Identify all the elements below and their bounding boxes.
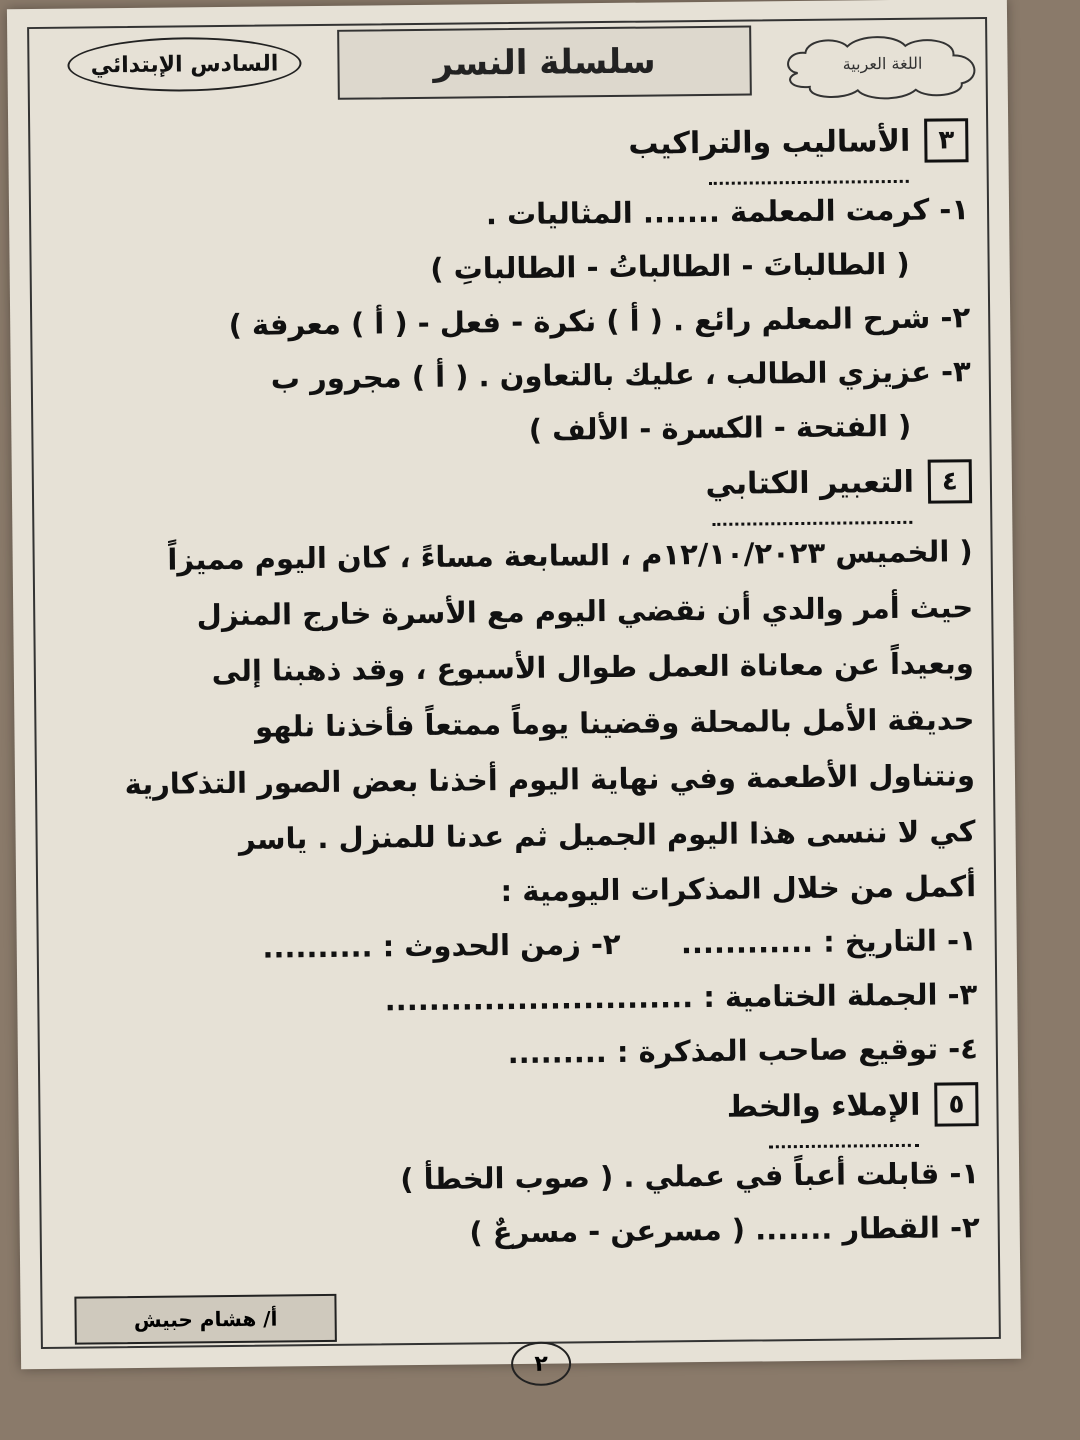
diary-line: ونتناول الأطعمة وفي نهاية اليوم أخذنا بعض الصور التذكارية xyxy=(124,758,976,802)
section-4-question-row-1 xyxy=(56,913,977,977)
subject-label: اللغة العربية xyxy=(842,53,923,74)
section-3-title: الأساليب والتراكيب xyxy=(628,123,911,162)
worksheet-content xyxy=(48,111,980,1264)
section-3-question-3: ٣- عزيزي الطالب ، عليك بالتعاون . ( أ ) مجرور ب xyxy=(270,354,971,396)
section-3-heading xyxy=(48,111,969,179)
section-3-question-3-options: ( الفتحة - الكسرة - الألف ) xyxy=(528,408,912,447)
teacher-name: أ/ هشام حبيش xyxy=(74,1294,336,1345)
section-3-question-2: ٢- شرح المعلم رائع . ( أ ) نكرة - فعل - ( أ ) معرفة ) xyxy=(228,300,971,342)
section-5-heading xyxy=(58,1075,979,1143)
diary-line: وبعيداً عن معاناة العمل طوال الأسبوع ، وقد ذهبنا إلى xyxy=(211,646,974,689)
diary-paragraph xyxy=(52,523,975,869)
section-4-question-2: ٢- زمن الحدوث : .......... xyxy=(262,926,621,965)
diary-line: كي لا ننسى هذا اليوم الجميل ثم عدنا للمنزل . ياسر xyxy=(238,814,976,856)
section-3-question-1-options: ( الطالباتَ - الطالباتُ - الطالباتِ ) xyxy=(430,246,910,286)
section-5-question-2: ٢- القطار ....... ( مسرعن - مسرعٌ ) xyxy=(469,1210,980,1250)
section-3-question-1: ١- كرمت المعلمة ....... المثاليات . xyxy=(485,192,970,232)
diary-line: حيث أمر والدي أن نقضي اليوم مع الأسرة خارج المنزل xyxy=(196,590,974,633)
subject-badge xyxy=(777,31,988,103)
diary-line: ( الخميس ١٢/١٠/٢٠٢٣م ، السابعة مساءً ، كان اليوم مميزاً xyxy=(167,534,973,577)
section-4-question-3: ٣- الجملة الختامية : ............................ xyxy=(384,977,978,1018)
section-5-title: الإملاء والخط xyxy=(726,1087,921,1125)
grade-label: السادس الإبتدائي xyxy=(67,36,302,92)
section-4-heading xyxy=(52,452,973,520)
diary-line: حديقة الأمل بالمحلة وقضينا يوماً ممتعاً فأخذنا نلهو xyxy=(254,702,975,744)
section-5-question-1: ١- قابلت أعباً في عملي . ( صوب الخطأ ) xyxy=(400,1156,980,1197)
header xyxy=(7,0,1008,119)
worksheet-page xyxy=(7,0,1021,1377)
section-4-question-1: ١- التاريخ : ............ xyxy=(680,923,977,961)
section-4-question-4: ٤- توقيع صاحب المذكرة : ......... xyxy=(507,1031,979,1071)
section-5-number: ٥ xyxy=(934,1082,978,1126)
section-4-number: ٤ xyxy=(928,459,972,503)
section-3-number: ٣ xyxy=(924,118,968,162)
section-4-instruction: أكمل من خلال المذكرات اليومية : xyxy=(500,869,977,909)
page-number: ٢ xyxy=(511,1341,571,1386)
series-title: سلسلة النسر xyxy=(337,25,752,99)
section-4-title: التعبير الكتابي xyxy=(705,464,915,502)
